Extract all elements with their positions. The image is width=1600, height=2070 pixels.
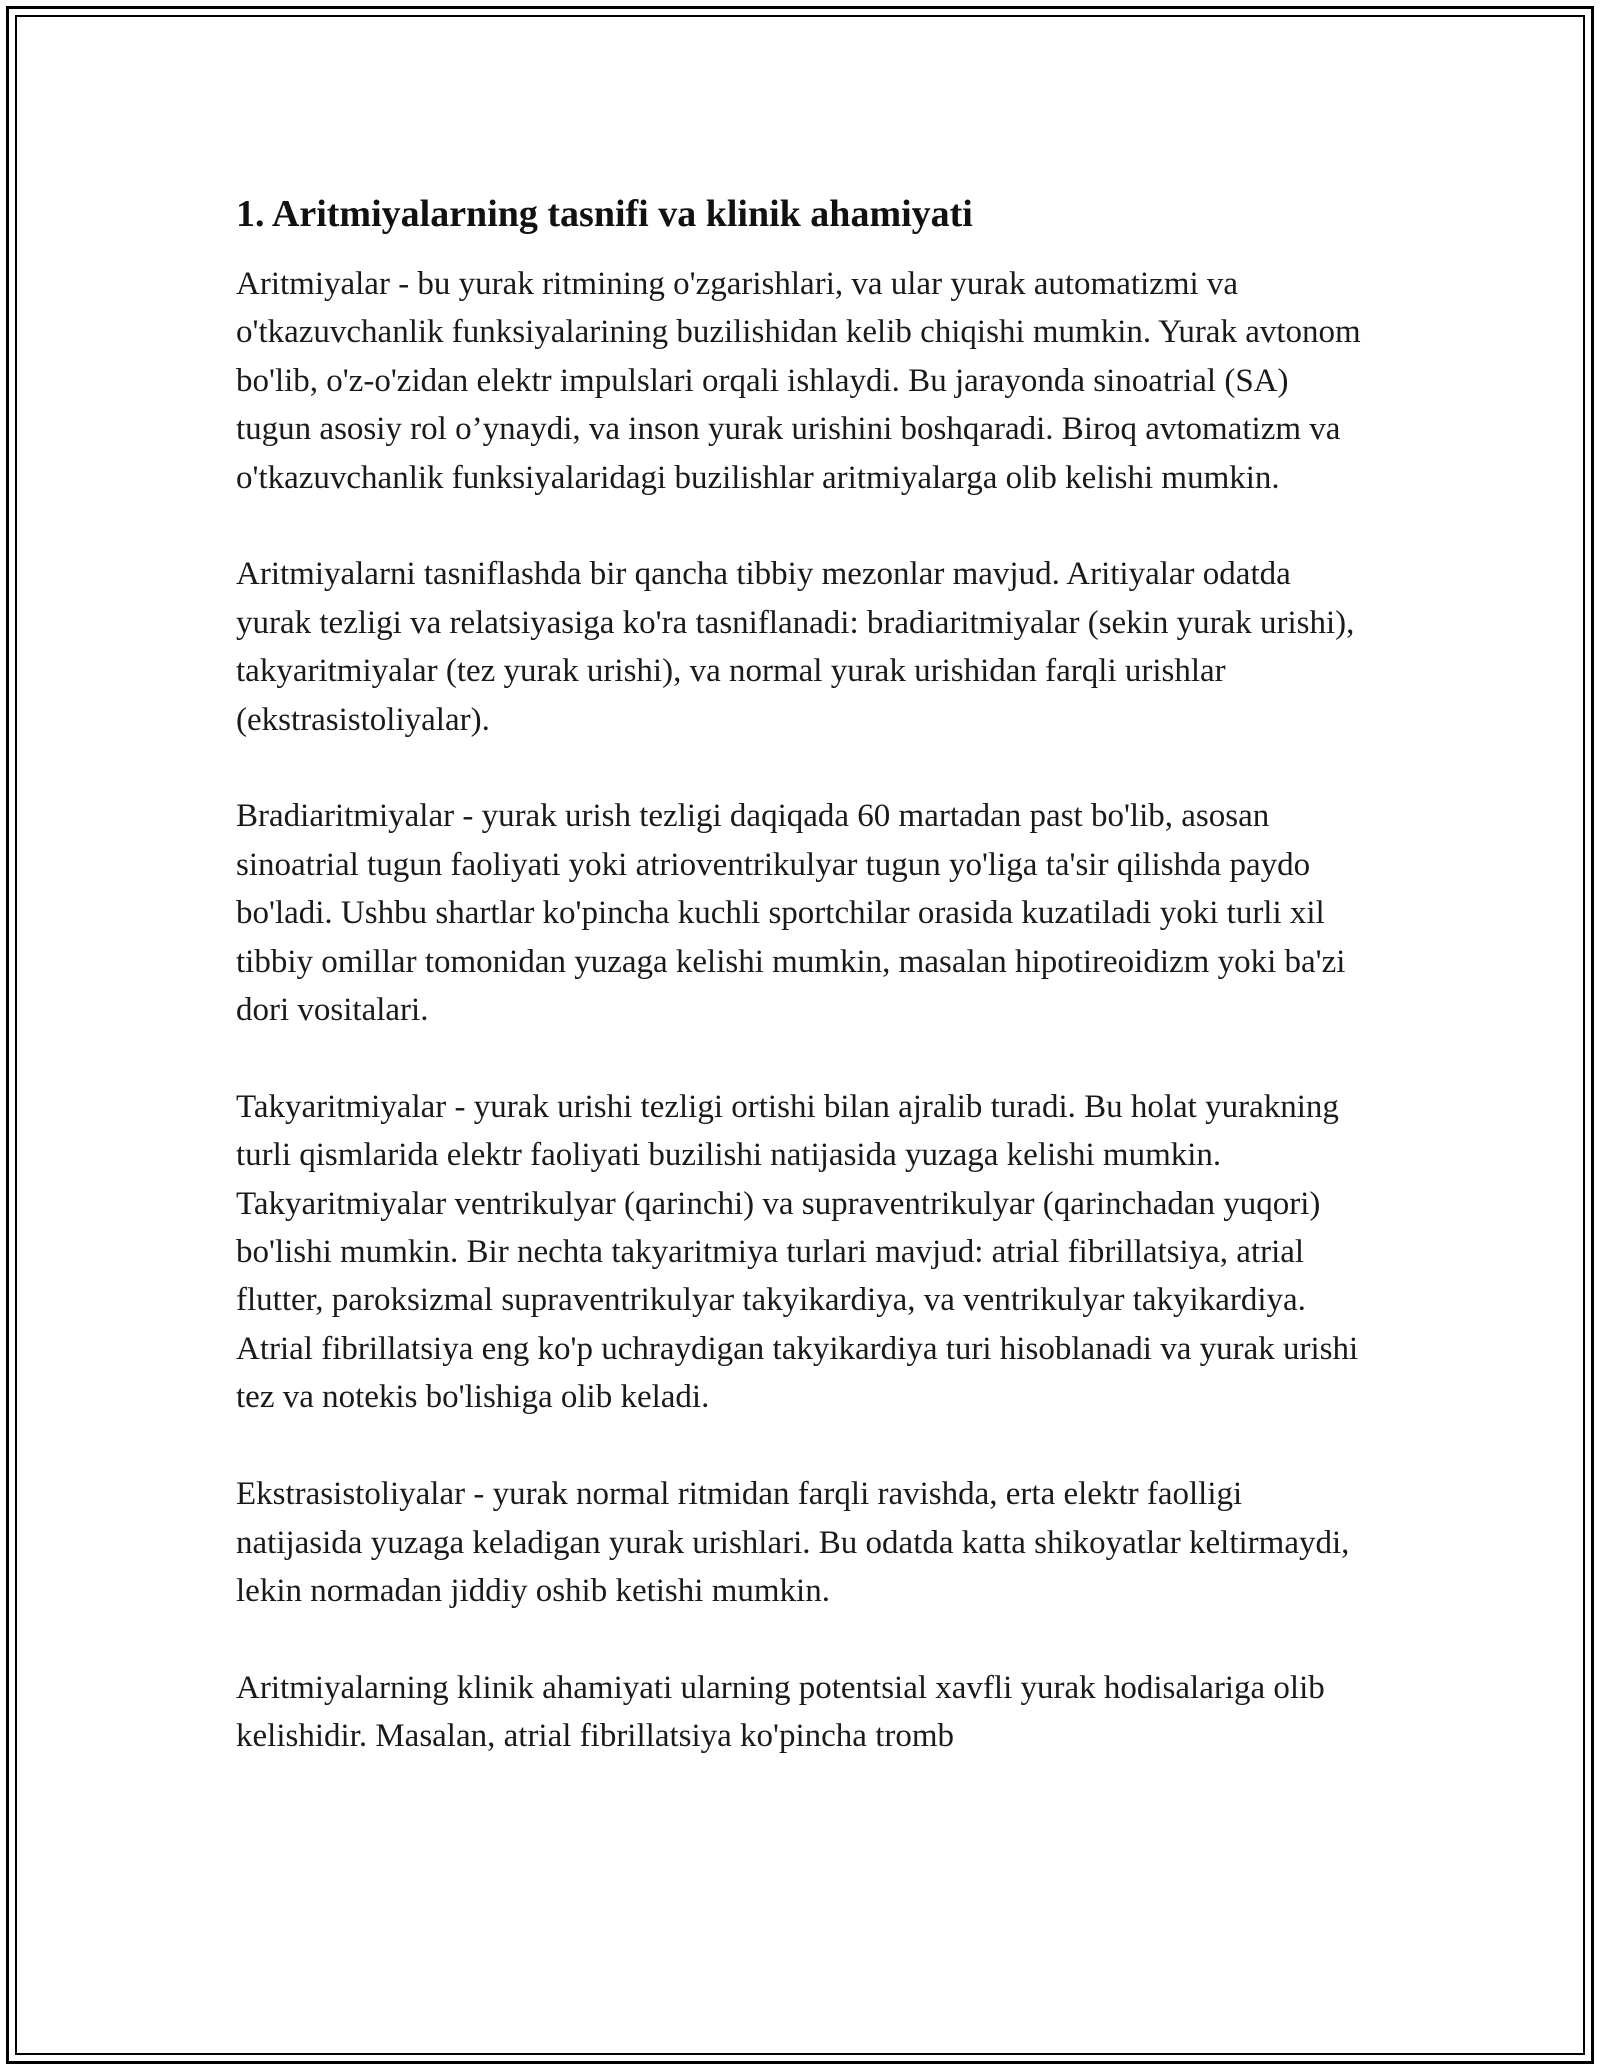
paragraph-clinical-significance: Aritmiyalarning klinik ahamiyati ularning potentsial xavfli yurak hodisalariga olib kelishidir. Masalan, atrial fibrillatsiya ko'pincha tromb [236, 1669, 1325, 1755]
paragraph-ekstrasistoliyalar: Ekstrasistoliyalar - yurak normal ritmidan farqli ravishda, erta elektr faolligi natijasida yuzaga keladigan yurak urishlari. Bu odatda katta shikoyatlar keltirmaydi, lekin normadan jiddiy oshib ketishi mumkin. [236, 1476, 1350, 1609]
paragraph-bradiaritmiyalar: Bradiaritmiyalar - yurak urish tezligi daqiqada 60 martadan past bo'lib, asosan sinoatrial tugun faoliyati yoki atrioventrikulyar tugun yo'liga ta'sir qilishda paydo bo'ladi. Ushbu shartlar ko'pincha kuchli sportchilar orasida kuzatiladi yoki turli xil tibbiy omillar tomonidan yuzaga kelishi mumkin, masalan hipotireoidizm yoki ba'zi dori vositalari. [236, 798, 1346, 1029]
document-body [236, 188, 1366, 1761]
paragraph-aritmiyalar-definition: Aritmiyalar - bu yurak ritmining o'zgarishlari, va ular yurak automatizmi va o'tkazuvchanlik funksiyalarining buzilishidan kelib chiqishi mumkin. Yurak avtonom bo'lib, o'z-o'zidan elektr impulslari orqali ishlaydi. Bu jarayonda sinoatrial (SA) tugun asosiy rol o’ynaydi, va inson yurak urishini boshqaradi. Biroq avtomatizm va o'tkazuvchanlik funksiyalaridagi buzilishlar aritmiyalarga olib kelishi mumkin. [236, 266, 1361, 496]
paragraph-classification: Aritmiyalarni tasniflashda bir qancha tibbiy mezonlar mavjud. Aritiyalar odatda yurak tezligi va relatsiyasiga ko'ra tasniflanadi: bradiaritmiyalar (sekin yurak urishi), takyaritmiyalar (tez yurak urishi), va normal yurak urishidan farqli urishlar (ekstrasistoliyalar). [236, 556, 1355, 738]
paragraph-takyaritmiyalar: Takyaritmiyalar - yurak urishi tezligi ortishi bilan ajralib turadi. Bu holat yurakning turli qismlarida elektr faoliyati buzilishi natijasida yuzaga kelishi mumkin. Takyaritmiyalar ventrikulyar (qarinchi) va supraventrikulyar (qarinchadan yuqori) bo'lishi mumkin. Bir nechta takyaritmiya turlari mavjud: atrial fibrillatsiya, atrial flutter, paroksizmal supraventrikulyar takyikardiya, va ventrikulyar takyikardiya. Atrial fibrillatsiya eng ko'p uchraydigan takyikardiya turi hisoblanadi va yurak urishi tez va notekis bo'lishiga olib keladi. [236, 1088, 1359, 1416]
section-heading: 1. Aritmiyalarning tasnifi va klinik ahamiyati [236, 193, 973, 235]
